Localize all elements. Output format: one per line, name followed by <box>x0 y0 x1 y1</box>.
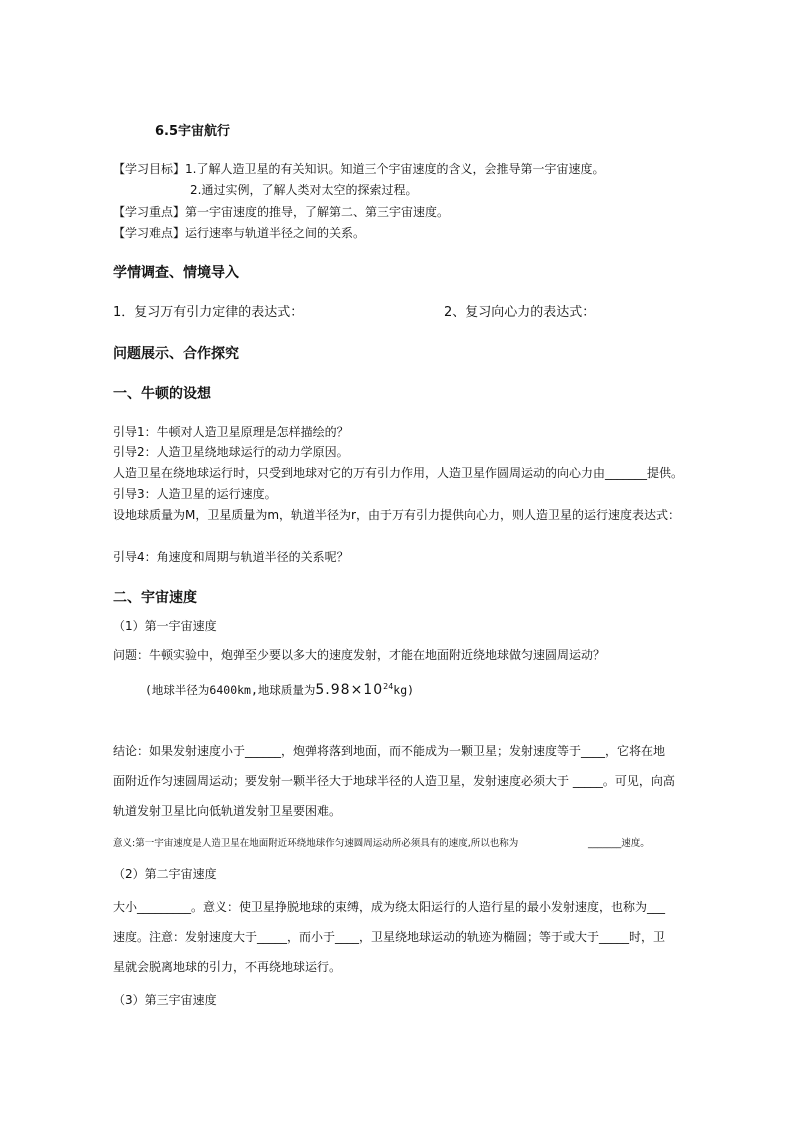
conclusion-line-3: 轨道发射卫星比向低轨道发射卫星要困难。 <box>113 804 342 818</box>
objectives-item-2: 2.通过实例，了解人类对太空的探索过程。 <box>190 183 418 197</box>
guide-1: 引导1：牛顿对人造卫星原理是怎样描绘的？ <box>113 425 349 439</box>
guide-3-detail: 设地球质量为M，卫星质量为m，轨道半径为r，由于万有引力提供向心力，则人造卫星的运行速度表达式： <box>113 508 680 522</box>
key-point-text: 第一宇宙速度的推导，了解第二、第三宇宙速度。 <box>185 205 450 219</box>
review-question-1: 1．复习万有引力定律的表达式： <box>113 305 304 320</box>
meaning-text: 意义:第一宇宙速度是人造卫星在地面附近环绕地球作匀速圆周运动所必须具有的速度,所以也称为 <box>113 838 519 849</box>
section-heading-cosmic-velocity: 二、宇宙速度 <box>113 590 197 606</box>
second-velocity-line-3: 星就会脱离地球的引力，不再绕地球运行。 <box>113 960 342 974</box>
given-data <box>145 679 414 698</box>
difficulty-label: 【学习难点】 <box>113 226 186 240</box>
guide-3: 引导3：人造卫星的运行速度。 <box>113 487 277 501</box>
question-text: 问题：牛顿实验中，炮弹至少要以多大的速度发射，才能在地面附近绕地球做匀速圆周运动？ <box>113 648 606 662</box>
page-title: 6.5宇宙航行 <box>155 124 231 139</box>
conclusion-line-2: 面附近作匀速圆周运动；要发射一颗半径大于地球半径的人造卫星，发射速度必须大于 _____。可见，向高 <box>113 774 675 788</box>
review-question-2: 2、复习向心力的表达式： <box>444 305 596 320</box>
conclusion-line-1: 结论：如果发射速度小于______，炮弹将落到地面，而不能成为一颗卫星；发射速度等于____，它将在地 <box>113 744 666 758</box>
meaning-blank: _______速度。 <box>588 838 650 849</box>
second-velocity-line-2: 速度。注意：发射速度大于_____，而小于____，卫星绕地球运动的轨迹为椭圆；等于或大于_____时，卫 <box>113 930 666 944</box>
subheading-second-velocity: （2）第二宇宙速度 <box>113 867 217 881</box>
given-mass: 5.98×10 <box>315 682 384 698</box>
subheading-first-velocity: （1）第一宇宙速度 <box>113 619 217 633</box>
objectives-line-1 <box>113 161 604 177</box>
given-unit: kg) <box>393 683 415 697</box>
guide-2: 引导2：人造卫星绕地球运行的动力学原因。 <box>113 445 349 459</box>
key-point-line <box>113 204 449 220</box>
section-heading-intro: 学情调查、情境导入 <box>113 265 239 281</box>
given-prefix: (地球半径为6400km,地球质量为 <box>145 683 316 697</box>
second-velocity-line-1: 大小_________。意义：使卫星挣脱地球的束缚，成为绕太阳运行的人造行星的最小发射速度，也称为___ <box>113 900 666 914</box>
given-exponent: 24 <box>383 682 394 691</box>
guide-2-detail: 人造卫星在绕地球运行时，只受到地球对它的万有引力作用，人造卫星作圆周运动的向心力由_______提供。 <box>113 466 684 480</box>
difficulty-text: 运行速率与轨道半径之间的关系。 <box>185 226 366 240</box>
objectives-item-1: 1.了解人造卫星的有关知识。知道三个宇宙速度的含义，会推导第一宇宙速度。 <box>185 162 605 176</box>
difficulty-line <box>113 225 365 241</box>
guide-4: 引导4：角速度和周期与轨道半径的关系呢？ <box>113 550 349 564</box>
objectives-label: 【学习目标】 <box>113 162 186 176</box>
key-point-label: 【学习重点】 <box>113 205 186 219</box>
section-heading-explore: 问题展示、合作探究 <box>113 346 239 362</box>
section-heading-newton: 一、牛顿的设想 <box>113 386 211 402</box>
subheading-third-velocity: （3）第三宇宙速度 <box>113 993 217 1007</box>
